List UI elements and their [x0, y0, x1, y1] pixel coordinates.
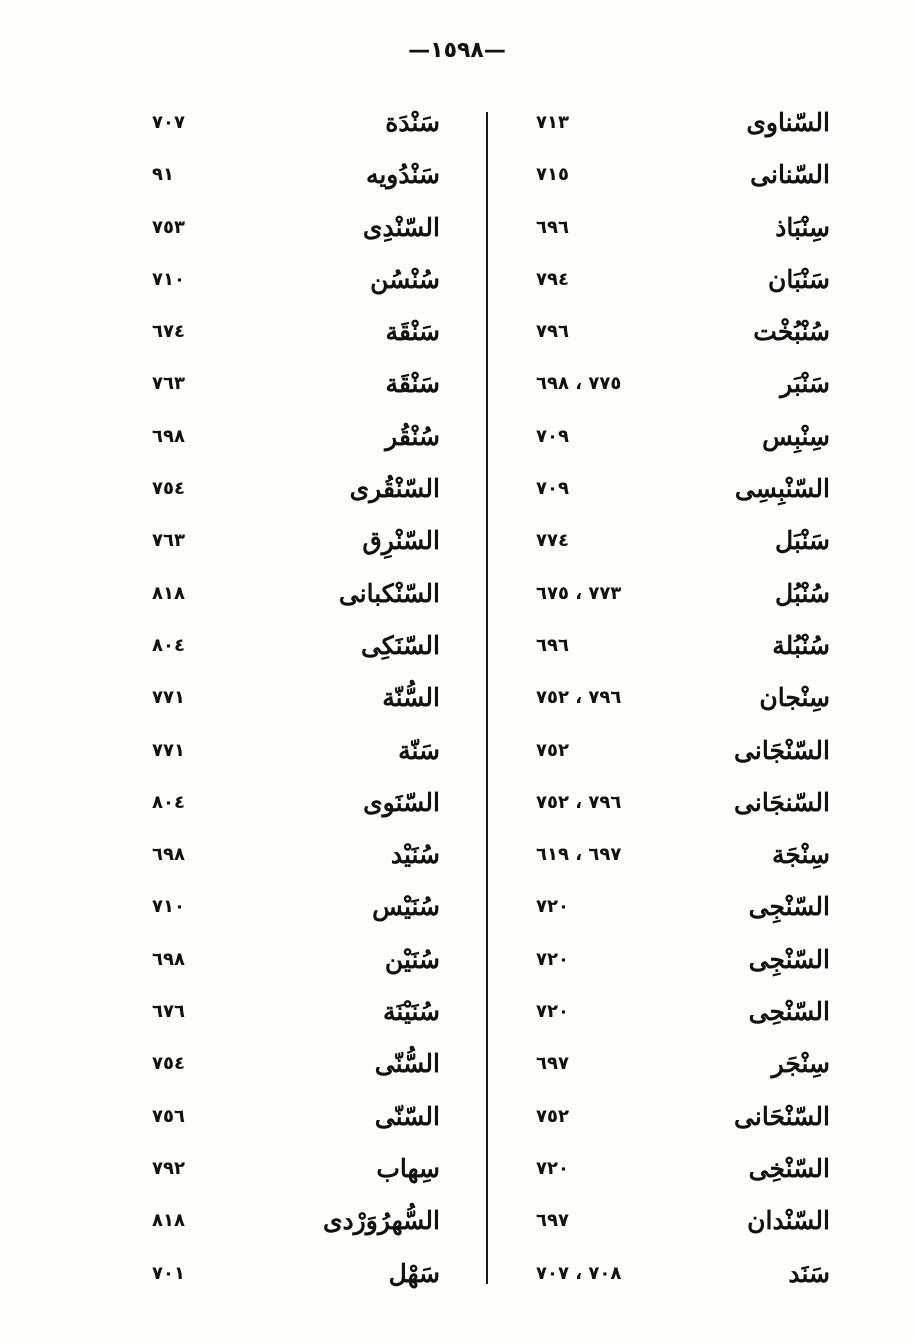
- entry-term: سَنْبَل: [775, 526, 830, 556]
- index-entry: [520, 989, 830, 1041]
- entry-term: السّنجَانى: [734, 787, 830, 817]
- entry-term: السّنْكبانى: [338, 578, 440, 608]
- index-entry: [140, 884, 440, 936]
- entry-term: السّنْجِى: [748, 944, 830, 974]
- entry-page-numbers: ٧٩٦: [536, 321, 569, 343]
- entry-page-numbers: ٧٦٣: [152, 530, 185, 552]
- entry-term: السّنْبِسِى: [734, 474, 830, 504]
- entry-page-numbers: ٧٧١: [152, 687, 185, 709]
- index-entry: [520, 1146, 830, 1198]
- entry-term: السّنْجَانى: [734, 735, 830, 765]
- entry-term: سَنْبَان: [767, 264, 830, 294]
- entry-term: سُنْبُل: [775, 578, 830, 608]
- entry-page-numbers: ٨١٨: [152, 1210, 185, 1232]
- index-entry: [140, 728, 440, 780]
- entry-term: سُنَيْن: [384, 944, 440, 974]
- entry-term: سَنْقَة: [385, 317, 440, 347]
- entry-page-numbers: ٦٩٧ ، ٦١٩: [536, 844, 622, 866]
- entry-page-numbers: ٦٧٤: [152, 321, 185, 343]
- entry-term: سَنْدَة: [385, 108, 440, 137]
- entry-page-numbers: ٦٩٧: [536, 1210, 569, 1232]
- index-entry: [520, 728, 830, 780]
- entry-page-numbers: ٧٦٣: [152, 373, 185, 395]
- entry-page-numbers: ٧١٠: [152, 268, 185, 290]
- entry-term: سِنْجَة: [771, 840, 830, 870]
- index-entry: [520, 466, 830, 518]
- index-entry: [520, 1094, 830, 1146]
- entry-page-numbers: ٧٥٢: [536, 1105, 569, 1127]
- index-entry: [520, 518, 830, 570]
- index-entry: [140, 309, 440, 361]
- entry-term: السّنْرِق: [362, 526, 440, 556]
- entry-term: سُنْقُر: [385, 421, 440, 451]
- entry-page-numbers: ٧٩٢: [152, 1157, 185, 1179]
- index-entry: [520, 571, 830, 623]
- index-entry: [140, 1251, 440, 1303]
- index-entry: [140, 205, 440, 257]
- entry-page-numbers: ٧٧٣ ، ٦٧٥: [536, 582, 622, 604]
- entry-page-numbers: ٧٥٤: [152, 1053, 185, 1075]
- index-entry: [520, 1041, 830, 1093]
- entry-page-numbers: ٦٩٨: [152, 844, 185, 866]
- entry-page-numbers: ٧٩٦ ، ٧٥٢: [536, 791, 622, 813]
- entry-term: سِنْبَاذ: [775, 212, 830, 242]
- index-entry: [520, 675, 830, 727]
- left-index-column: [140, 100, 440, 1303]
- entry-page-numbers: ٩١: [152, 164, 174, 186]
- entry-term: السّنَوى: [363, 787, 440, 817]
- index-entry: [140, 466, 440, 518]
- index-entry: [520, 414, 830, 466]
- entry-term: سَنْدُويه: [365, 160, 440, 190]
- index-entry: [140, 1198, 440, 1250]
- entry-term: سُنْسُن: [370, 264, 440, 294]
- entry-term: السّنْخِى: [748, 1153, 830, 1183]
- entry-term: سِنْجان: [759, 683, 830, 713]
- index-entry: [140, 832, 440, 884]
- entry-page-numbers: ٧٠٨ ، ٧٠٧: [536, 1262, 622, 1284]
- entry-term: سِنْبِس: [762, 421, 830, 451]
- entry-page-numbers: ٧٠٩: [536, 478, 569, 500]
- entry-term: السّنْدِى: [362, 212, 440, 242]
- entry-page-numbers: ٧٩٦ ، ٧٥٢: [536, 687, 622, 709]
- entry-page-numbers: ٧٧١: [152, 739, 185, 761]
- entry-term: السّنَكِى: [360, 630, 440, 660]
- index-entry: [140, 414, 440, 466]
- entry-term: السّنانى: [750, 160, 830, 190]
- entry-page-numbers: ٦٩٧: [536, 1053, 569, 1075]
- entry-page-numbers: ٧٠١: [152, 1262, 185, 1284]
- index-entry: [140, 518, 440, 570]
- entry-term: السُّنّى: [374, 1049, 440, 1079]
- right-index-column: [520, 100, 830, 1303]
- entry-term: السّنْحِى: [748, 997, 830, 1027]
- index-entry: [520, 309, 830, 361]
- entry-page-numbers: ٧٧٤: [536, 530, 569, 552]
- entry-term: سَنْبَر: [780, 369, 830, 399]
- entry-term: السّنْحَانى: [734, 1101, 830, 1131]
- entry-page-numbers: ٦٩٨: [152, 425, 185, 447]
- entry-term: سِهاب: [376, 1153, 440, 1183]
- entry-page-numbers: ٨٠٤: [152, 634, 185, 656]
- index-entry: [140, 623, 440, 675]
- index-entry: [140, 675, 440, 727]
- entry-page-numbers: ٧٩٤: [536, 268, 569, 290]
- index-entry: [520, 780, 830, 832]
- index-entry: [520, 257, 830, 309]
- index-entry: [520, 361, 830, 413]
- index-entry: [140, 152, 440, 204]
- index-entry: [520, 100, 830, 152]
- index-entry: [520, 937, 830, 989]
- entry-term: السّنْدان: [747, 1206, 830, 1236]
- entry-term: السّنْجِى: [748, 892, 830, 922]
- entry-page-numbers: ٧٠٧: [152, 112, 185, 133]
- column-divider: [486, 112, 488, 1284]
- entry-page-numbers: ٧١٠: [152, 896, 185, 918]
- index-entry: [140, 937, 440, 989]
- entry-term: السّنْقُرى: [349, 474, 440, 504]
- entry-term: سُنْبُلة: [772, 630, 830, 660]
- page-number: —١٥٩٨—: [408, 38, 506, 63]
- index-entry: [140, 571, 440, 623]
- entry-term: السّناوى: [746, 108, 830, 137]
- entry-page-numbers: ٧٢٠: [536, 896, 569, 918]
- entry-term: سَنّة: [398, 735, 440, 765]
- entry-page-numbers: ٧٥٢: [536, 739, 569, 761]
- index-entry: [520, 832, 830, 884]
- entry-page-numbers: ٦٧٦: [152, 1001, 185, 1023]
- entry-page-numbers: ٧٥٤: [152, 478, 185, 500]
- entry-term: سُنَيْنَة: [383, 997, 440, 1027]
- index-entry: [140, 1094, 440, 1146]
- entry-page-numbers: ٧٢٠: [536, 948, 569, 970]
- entry-term: السُّنّة: [382, 683, 440, 713]
- index-entry: [140, 1041, 440, 1093]
- entry-term: سُنَيْس: [372, 892, 440, 922]
- index-entry: [140, 361, 440, 413]
- entry-term: سَهْل: [388, 1258, 440, 1288]
- entry-page-numbers: ٧٥٣: [152, 216, 185, 238]
- index-entry: [520, 884, 830, 936]
- entry-term: سَنَد: [788, 1258, 830, 1288]
- entry-page-numbers: ٧٢٠: [536, 1001, 569, 1023]
- index-entry: [520, 1198, 830, 1250]
- entry-term: سُنَيْد: [390, 840, 440, 870]
- entry-page-numbers: ٨٠٤: [152, 791, 185, 813]
- entry-page-numbers: ٦٩٦: [536, 216, 569, 238]
- entry-page-numbers: ٨١٨: [152, 582, 185, 604]
- entry-page-numbers: ٧٢٠: [536, 1157, 569, 1179]
- entry-term: سُنْبُخْت: [753, 317, 830, 347]
- entry-page-numbers: ٧١٣: [536, 112, 569, 133]
- index-entry: [140, 100, 440, 152]
- index-entry: [140, 257, 440, 309]
- entry-page-numbers: ٧٠٩: [536, 425, 569, 447]
- index-entry: [520, 152, 830, 204]
- entry-page-numbers: ٦٩٦: [536, 634, 569, 656]
- index-entry: [140, 780, 440, 832]
- index-entry: [520, 623, 830, 675]
- index-entry: [520, 1251, 830, 1303]
- entry-page-numbers: ٦٩٨: [152, 948, 185, 970]
- entry-term: سَنْقَة: [385, 369, 440, 399]
- entry-page-numbers: ٧٧٥ ، ٦٩٨: [536, 373, 622, 395]
- entry-page-numbers: ٧١٥: [536, 164, 569, 186]
- index-entry: [520, 205, 830, 257]
- index-entry: [140, 989, 440, 1041]
- index-entry: [140, 1146, 440, 1198]
- entry-term: السُّهرُوَرْدى: [322, 1206, 440, 1236]
- entry-page-numbers: ٧٥٦: [152, 1105, 185, 1127]
- entry-term: سِنْجَر: [771, 1049, 830, 1079]
- entry-term: السّنّى: [374, 1101, 440, 1131]
